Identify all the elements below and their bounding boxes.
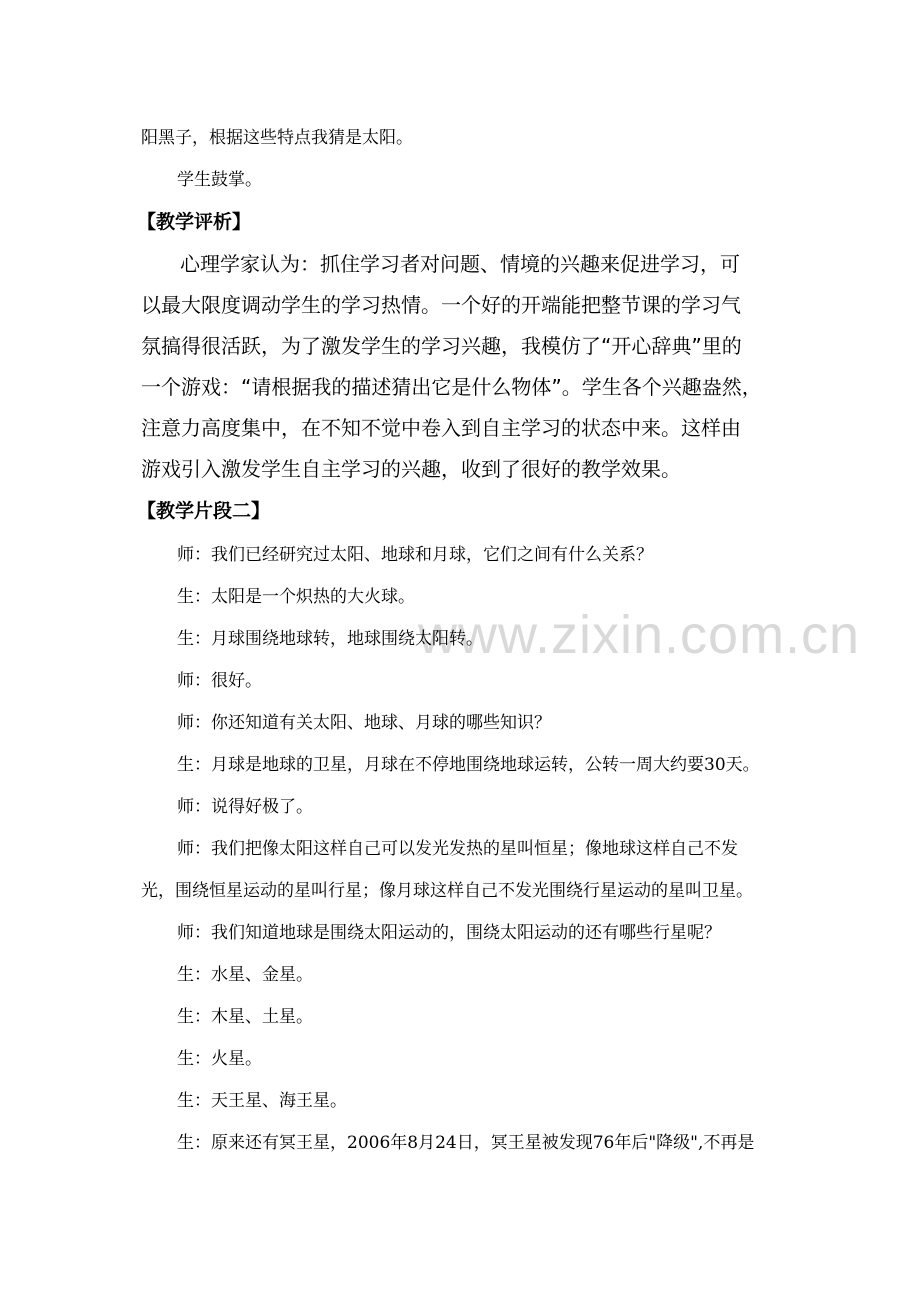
paragraph-line: 注意力高度集中，在不知不觉中卷入到自主学习的状态中来。这样由 [141,416,741,440]
dialogue-line: 师：我们知道地球是围绕太阳运动的，围绕太阳运动的还有哪些行星呢？ [177,923,721,943]
paragraph-line: 心理学家认为：抓住学习者对问题、情境的兴趣来促进学习，可 [180,252,740,276]
dialogue-line: 生：太阳是一个炽热的大火球。 [177,587,415,607]
watermark: www.zixin.com.cn [418,605,861,665]
paragraph-line: 学生鼓掌。 [177,170,262,190]
dialogue-line: 光，围绕恒星运动的星叫行星；像月球这样自己不发光围绕行星运动的星叫卫星。 [141,881,753,901]
paragraph-line: 游戏引入激发学生自主学习的兴趣，收到了很好的教学效果。 [141,457,681,481]
paragraph-line: 以最大限度调动学生的学习热情。一个好的开端能把整节课的学习气 [141,293,741,317]
dialogue-line: 师：你还知道有关太阳、地球、月球的哪些知识？ [177,713,551,733]
dialogue-line: 生：木星、土星。 [177,1007,313,1027]
dialogue-line: 生：水星、金星。 [177,965,313,985]
section-heading: 【教学片段二】 [137,500,271,522]
paragraph-line: 氛搞得很活跃，为了激发学生的学习兴趣，我模仿了“开心辞典”里的 [141,334,742,358]
dialogue-line: 生：原来还有冥王星，2006年8月24日，冥王星被发现76年后"降级",不再是 [177,1133,755,1153]
dialogue-line: 师：我们把像太阳这样自己可以发光发热的星叫恒星；像地球这样自己不发 [177,839,738,859]
dialogue-line: 生：月球是地球的卫星，月球在不停地围绕地球运转，公转一周大约要30天。 [177,755,760,775]
dialogue-line: 生：月球围绕地球转，地球围绕太阳转。 [177,629,483,649]
paragraph-line: 阳黑子，根据这些特点我猜是太阳。 [141,128,413,148]
dialogue-line: 师：说得好极了。 [177,797,313,817]
dialogue-line: 生：天王星、海王星。 [177,1091,347,1111]
paragraph-line: 一个游戏：“请根据我的描述猜出它是什么物体”。学生各个兴趣盎然， [141,375,762,399]
section-heading: 【教学评析】 [137,211,252,233]
dialogue-line: 师：很好。 [177,671,262,691]
dialogue-line: 师：我们已经研究过太阳、地球和月球，它们之间有什么关系？ [177,545,653,565]
dialogue-line: 生：火星。 [177,1049,262,1069]
